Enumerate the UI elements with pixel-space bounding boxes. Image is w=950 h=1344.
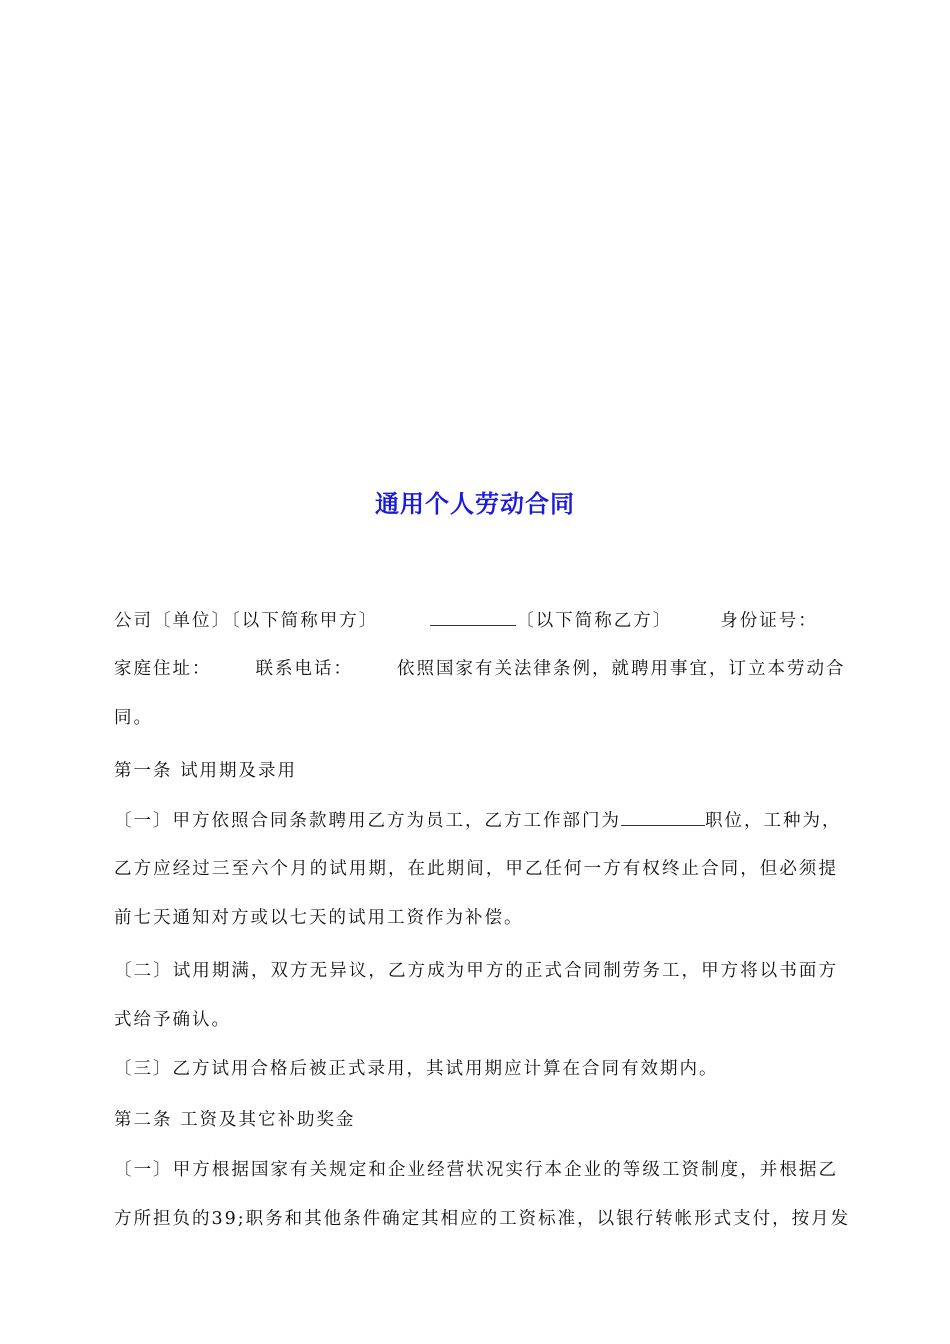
clause-1-1-line-2: 乙方应经过三至六个月的试用期，在此期间，甲乙任何一方有权终止合同，但必须提	[114, 859, 838, 879]
party-a-label: 公司〔单位〕〔以下简称甲方〕	[114, 611, 379, 631]
party-b-name-blank	[430, 608, 516, 626]
phone-label: 联系电话：	[255, 659, 353, 679]
clause-1-3-line: 〔三〕乙方试用合格后被正式录用，其试用期应计算在合同有效期内。	[114, 1059, 719, 1079]
clause-2-1-line-2: 方所担负的39;职务和其他条件确定其相应的工资标准，以银行转帐形式支付，按月发	[114, 1209, 851, 1229]
party-info-line	[114, 608, 838, 633]
document-title: 通用个人劳动合同	[375, 490, 575, 518]
id-number-label: 身份证号：	[720, 611, 818, 631]
article-1-heading: 第一条 试用期及录用	[114, 761, 298, 781]
clause-1-2-line-2: 式给予确认。	[114, 1010, 231, 1030]
clause-1-1-text-a: 〔一〕甲方依照合同条款聘用乙方为员工，乙方工作部门为	[114, 811, 621, 831]
clause-1-1-text-b: 职位，工种为，	[705, 811, 842, 831]
clause-2-1-line-1: 〔一〕甲方根据国家有关规定和企业经营状况实行本企业的等级工资制度，并根据乙	[114, 1160, 838, 1180]
contact-line	[114, 657, 846, 681]
clause-1-1-line	[114, 808, 842, 833]
clause-1-1-line-3: 前七天通知对方或以七天的试用工资作为补偿。	[114, 908, 524, 928]
clause-1-2-line-1: 〔二〕试用期满，双方无异议，乙方成为甲方的正式合同制劳务工，甲方将以书面方	[114, 961, 838, 981]
article-2-heading: 第二条 工资及其它补助奖金	[114, 1110, 356, 1130]
department-blank	[621, 808, 705, 826]
preamble-text: 依照国家有关法律条例，就聘用事宜，订立本劳动合	[397, 659, 846, 679]
party-b-label: 〔以下简称乙方〕	[516, 611, 673, 631]
home-address-label: 家庭住址：	[114, 659, 212, 679]
paragraph-line: 同。	[114, 708, 153, 728]
